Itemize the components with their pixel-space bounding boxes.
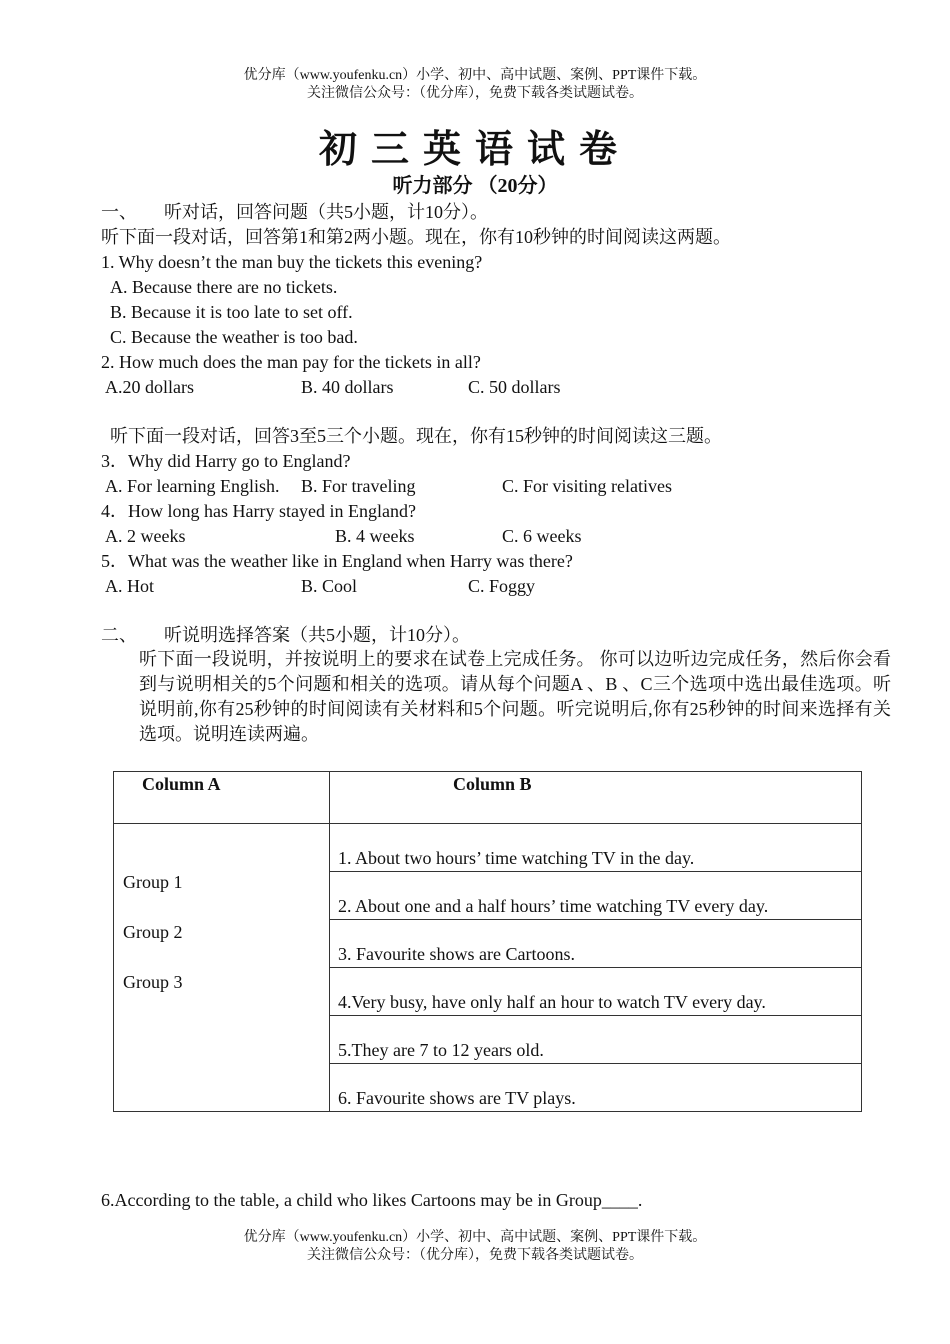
question-1-option-a: A. Because there are no tickets. [110,277,338,297]
option-2: 2. About one and a half hours’ time watching TV every day. [338,896,769,916]
question-3-option-a: A. For learning English. [105,476,280,496]
section1-intro-2: 听下面一段对话，回答3至5三个小题。现在，你有15秒钟的时间阅读这三题。 [110,426,722,446]
group-3: Group 3 [123,972,183,992]
question-3-option-b: B. For traveling [301,476,416,496]
option-row-1 [330,824,861,872]
column-b-header [330,772,862,824]
question-4: 4．How long has Harry stayed in England? [101,501,416,521]
question-5: 5．What was the weather like in England when Harry was there? [101,551,573,571]
option-row-3 [330,920,861,968]
question-2: 2. How much does the man pay for the tickets in all? [101,352,481,372]
column-a-header-text: Column A [142,774,221,794]
question-4-option-c: C. 6 weeks [502,526,582,546]
column-a-header [114,772,330,824]
section2-instructions: 听下面一段说明，并按说明上的要求在试卷上完成任务。 你可以边听边完成任务，然后你会看到与说明相关的5个问题和相关的选项。请从每个问题A 、B 、C三个选项中选出最佳选项。听说明前,你有25秒钟的时间阅读有关材料和5个问题。听完说明后,你有25秒钟的时间来选择有关选项。说明连读两遍。 [139,649,891,744]
page-footer [0,1229,950,1265]
option-6: 6. Favourite shows are TV plays. [338,1088,576,1108]
question-3-option-c: C. For visiting relatives [502,476,672,496]
question-1-option-b: B. Because it is too late to set off. [110,302,353,322]
group-2: Group 2 [123,922,183,942]
option-1: 1. About two hours’ time watching TV in the day. [338,848,695,868]
footer-line-2: 关注微信公众号：（优分库），免费下载各类试题试卷。 [307,1248,643,1263]
section1-heading: 一、 听对话，回答问题（共5小题，计10分）。 [101,202,488,222]
matching-table [113,771,862,1112]
option-4: 4.Very busy, have only half an hour to watch TV every day. [338,992,766,1012]
question-4-option-b: B. 4 weeks [335,526,415,546]
question-5-option-a: A. Hot [105,576,154,596]
column-a-groups [114,824,330,1112]
section-subtitle: 听力部分 （20分） [392,175,558,197]
column-b-header-text: Column B [453,774,532,794]
page-header [0,67,950,103]
option-3: 3. Favourite shows are Cartoons. [338,944,575,964]
header-line-1: 优分库（www.youfenku.cn）小学、初中、高中试题、案例、PPT课件下载。 [243,68,707,83]
header-line-2: 关注微信公众号：（优分库），免费下载各类试题试卷。 [307,86,643,101]
section2-heading: 二、 听说明选择答案（共5小题，计10分）。 [101,625,470,645]
option-row-6 [330,1064,861,1111]
option-row-4 [330,968,861,1016]
option-row-2 [330,872,861,920]
column-b-options [330,824,862,1112]
question-1-option-c: C. Because the weather is too bad. [110,327,358,347]
exam-title: 初三英语试卷 [318,129,631,171]
question-3: 3．Why did Harry go to England? [101,451,351,471]
question-5-option-c: C. Foggy [468,576,536,596]
group-1: Group 1 [123,872,183,892]
question-1: 1. Why doesn’t the man buy the tickets this evening? [101,252,483,272]
question-2-option-b: B. 40 dollars [301,377,394,397]
question-2-option-a: A.20 dollars [105,377,194,397]
option-row-5 [330,1016,861,1064]
section1-intro-1: 听下面一段对话，回答第1和第2两小题。现在，你有10秒钟的时间阅读这两题。 [101,227,731,247]
question-4-option-a: A. 2 weeks [105,526,186,546]
question-6: 6.According to the table, a child who likes Cartoons may be in Group____. [101,1190,643,1210]
option-5: 5.They are 7 to 12 years old. [338,1040,544,1060]
question-2-option-c: C. 50 dollars [468,377,561,397]
footer-line-1: 优分库（www.youfenku.cn）小学、初中、高中试题、案例、PPT课件下载。 [243,1230,707,1245]
question-5-option-b: B. Cool [301,576,358,596]
